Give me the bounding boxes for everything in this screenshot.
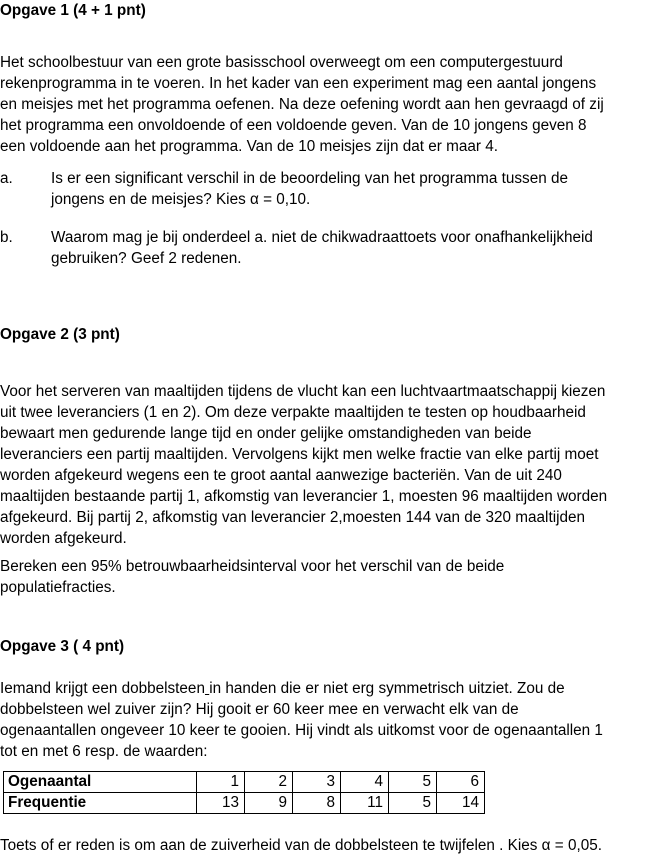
row-header-frequentie: Frequentie xyxy=(4,793,197,814)
opgave2-heading: Opgave 2 (3 pnt) xyxy=(0,326,120,343)
table-cell: 6 xyxy=(437,772,485,793)
question-a-line: Is er een significant verschil in de beoordeling van het programma tussen de xyxy=(51,170,568,187)
table-cell: 3 xyxy=(293,772,341,793)
opgave2-line: bewaart men gedurende lange tijd en onder gelijke omstandigheden van beide xyxy=(0,425,532,442)
opgave2-line: worden afgekeurd. xyxy=(0,530,127,547)
opgave2-question xyxy=(0,556,667,598)
opgave3-line: tot en met 6 resp. de waarden: xyxy=(0,743,208,760)
question-a-label: a. xyxy=(0,170,13,187)
table-cell: 8 xyxy=(293,793,341,814)
opgave1-line: Het schoolbestuur van een grote basisschool overweegt om een computergestuurd xyxy=(0,54,563,71)
question-a-text xyxy=(51,168,651,210)
table-cell: 1 xyxy=(197,772,245,793)
table-cell: 4 xyxy=(341,772,389,793)
opgave2-line: Voor het serveren van maaltijden tijdens de vlucht kan een luchtvaartmaatschappij kiezen xyxy=(0,383,606,400)
opgave2-question-line: Bereken een 95% betrouwbaarheidsinterval voor het verschil van de beide xyxy=(0,558,505,575)
question-b-line: gebruiken? Geef 2 redenen. xyxy=(51,250,242,267)
opgave3-line1-after: in handen die er niet erg symmetrisch uitziet. Zou de xyxy=(209,680,565,697)
question-b-line: Waarom mag je bij onderdeel a. niet de chikwadraattoets voor onafhankelijkheid xyxy=(51,229,593,246)
question-a-line: jongens en de meisjes? Kies α = 0,10. xyxy=(51,191,311,208)
opgave3-line1-before: Iemand krijgt een dobbelsteen xyxy=(0,680,205,697)
table-cell: 11 xyxy=(341,793,389,814)
opgave2-line: leveranciers een partij maaltijden. Vervolgens kijkt men welke fractie van elke partij moet xyxy=(0,446,599,463)
opgave2-question-line: populatiefracties. xyxy=(0,579,116,596)
opgave3-line: ogenaantallen ongeveer 10 keer te gooien. Hij vindt als uitkomst voor de ogenaantallen 1 xyxy=(0,722,603,739)
table-cell: 2 xyxy=(245,772,293,793)
table-row xyxy=(4,793,485,814)
question-b-label: b. xyxy=(0,229,13,246)
table-cell: 5 xyxy=(389,772,437,793)
table-row xyxy=(4,772,485,793)
opgave2-line: maaltijden bestaande partij 1, afkomstig van leverancier 1, moesten 96 maaltijden worden xyxy=(0,488,608,505)
opgave1-paragraph xyxy=(0,52,667,157)
table-cell: 9 xyxy=(245,793,293,814)
opgave1-line: een voldoende aan het programma. Van de 10 meisjes zijn dat er maar 4. xyxy=(0,138,499,155)
table-cell: 13 xyxy=(197,793,245,814)
opgave1-line: het programma een onvoldoende of een voldoende geven. Van de 10 jongens geven 8 xyxy=(0,117,587,134)
table-cell: 14 xyxy=(437,793,485,814)
opgave3-line: dobbelsteen wel zuiver zijn? Hij gooit er 60 keer mee en verwacht elk van de xyxy=(0,701,519,718)
opgave2-paragraph xyxy=(0,381,667,549)
frequency-table xyxy=(3,771,485,814)
opgave1-heading: Opgave 1 (4 + 1 pnt) xyxy=(0,2,146,19)
opgave1-line: en meisjes met het programma oefenen. Na deze oefening wordt aan hen gevraagd of zij xyxy=(0,96,604,113)
opgave3-line xyxy=(0,678,667,699)
opgave2-line: worden afgekeurd wegens een te groot aantal aanwezige bacteriën. Van de uit 240 xyxy=(0,467,562,484)
opgave3-closing: Toets of er reden is om aan de zuiverheid van de dobbelsteen te twijfelen . Kies α = 0,05. xyxy=(0,837,602,854)
opgave2-line: uit twee leveranciers (1 en 2). Om deze verpakte maaltijden te testen op houdbaarheid xyxy=(0,404,586,421)
question-b-text xyxy=(51,227,651,269)
row-header-ogenaantal: Ogenaantal xyxy=(4,772,197,793)
opgave2-line: afgekeurd. Bij partij 2, afkomstig van leverancier 2,moesten 144 van de 320 maaltijden xyxy=(0,509,586,526)
table-cell: 5 xyxy=(389,793,437,814)
opgave3-paragraph xyxy=(0,678,667,762)
opgave3-heading: Opgave 3 ( 4 pnt) xyxy=(0,638,125,655)
opgave1-line: rekenprogramma in te voeren. In het kader van een experiment mag een aantal jongens xyxy=(0,75,597,92)
